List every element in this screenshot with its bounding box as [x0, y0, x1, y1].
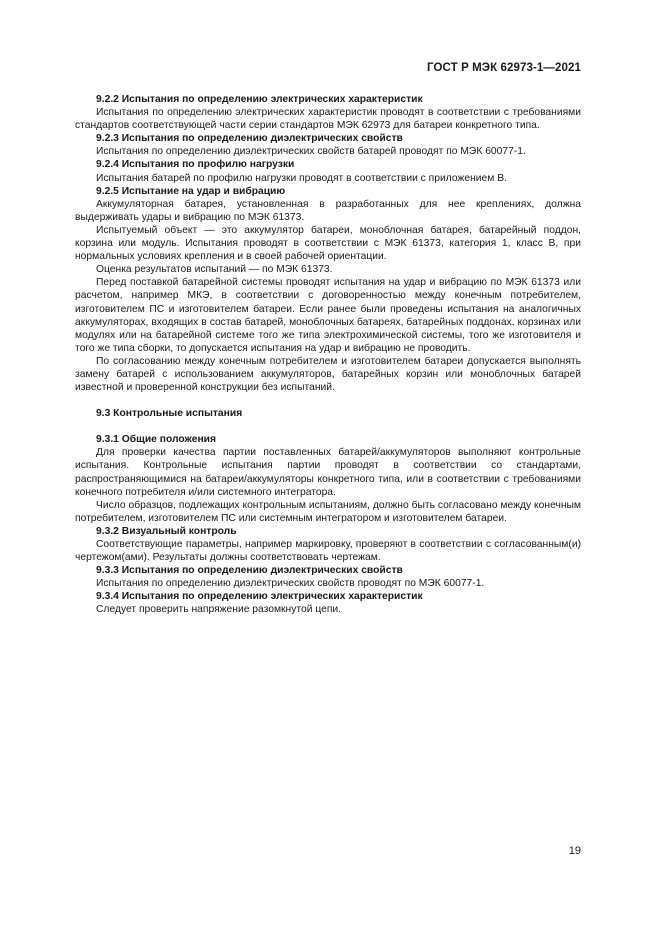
paragraph: Соответствующие параметры, например маркировку, проверяют в соответствии с согласованным(и) чертежом(ами). Результаты должны соответствовать чертежам. [75, 539, 581, 564]
paragraph: Перед поставкой батарейной системы проводят испытания на удар и вибрацию по МЭК 61373 или расчетом, например МКЭ, в соответствии с договоренностью между конечным потребителем, изготовителем ПС и изготовителем батареи. Если ранее были проведены испытания на аналогичных аккумуляторах, входящих в состав батарей, моноблочных батареях, батарейных поддонах, корзинах или модулях или на батарейной системе того же типа электрохимической системы, того же изготовителя и того же типа сборки, то допускается испытания на удар и вибрацию не проводить. [75, 277, 581, 354]
spacer [75, 420, 581, 433]
paragraph: Испытуемый объект — это аккумулятор батареи, моноблочная батарея, батарейный поддон, корзина или модуль. Испытания проводят в соответствии с МЭК 61373, категория 1, класс В, при нормальных условиях крепления и в своей рабочей ориентации. [75, 224, 581, 263]
section-9-3-2-title: 9.3.2 Визуальный контроль [96, 525, 237, 537]
page-number: 19 [568, 845, 581, 857]
spacer [75, 394, 581, 407]
paragraph: По согласованию между конечным потребителем и изготовителем батареи допускается выполнять замену батарей с использованием аккумуляторов, батарейных корзин или моноблочных батарей известной и проверенной конструкции без испытаний. [75, 355, 581, 394]
paragraph: Оценка результатов испытаний — по МЭК 61373. [96, 264, 333, 276]
paragraph: Число образцов, подлежащих контрольным испытаниям, должно быть согласовано между конечным потребителем, изготовителем ПС или системным интегратором и изготовителем батареи. [75, 499, 581, 524]
section-9-2-3-title: 9.2.3 Испытания по определению диэлектрических свойств [96, 133, 403, 145]
paragraph: Следует проверить напряжение разомкнутой цепи. [96, 604, 342, 616]
section-9-3-4-title: 9.3.4 Испытания по определению электрических характеристик [96, 591, 423, 603]
section-9-3-1-title: 9.3.1 Общие положения [96, 434, 216, 446]
section-9-3-title: 9.3 Контрольные испытания [96, 408, 243, 420]
paragraph: Испытания батарей по профилю нагрузки проводят в соответствии с приложением В. [96, 172, 507, 184]
document-body [75, 93, 581, 617]
section-9-2-2-title: 9.2.2 Испытания по определению электрических характеристик [96, 94, 423, 105]
document-header: ГОСТ Р МЭК 62973-1—2021 [427, 62, 581, 74]
section-9-3-3-title: 9.3.3 Испытания по определению диэлектрических свойств [96, 565, 403, 577]
paragraph: Для проверки качества партии поставленных батарей/аккумуляторов выполняют контрольные испытания. Контрольные испытания партии проводят в соответствии со стандартами, распространяющимися на батареи/аккумуляторы конкретного типа, или в соответствии с требованиями конечного потребителя и/или системного интегратора. [75, 447, 581, 498]
paragraph: Испытания по определению диэлектрических свойств проводят по МЭК 60077-1. [96, 578, 485, 590]
paragraph: Аккумуляторная батарея, установленная в разработанных для нее креплениях, должна выдерживать удары и вибрацию по МЭК 61373. [75, 198, 581, 223]
section-9-2-5-title: 9.2.5 Испытание на удар и вибрацию [96, 185, 286, 197]
section-9-2-4-title: 9.2.4 Испытания по профилю нагрузки [96, 159, 295, 171]
paragraph: Испытания по определению электрических характеристик проводят в соответствии с требованиями стандартов соответствующей части серии стандартов МЭК 62973 для батареи конкретного типа. [75, 107, 581, 132]
paragraph: Испытания по определению диэлектрических свойств батарей проводят по МЭК 60077-1. [96, 146, 526, 158]
